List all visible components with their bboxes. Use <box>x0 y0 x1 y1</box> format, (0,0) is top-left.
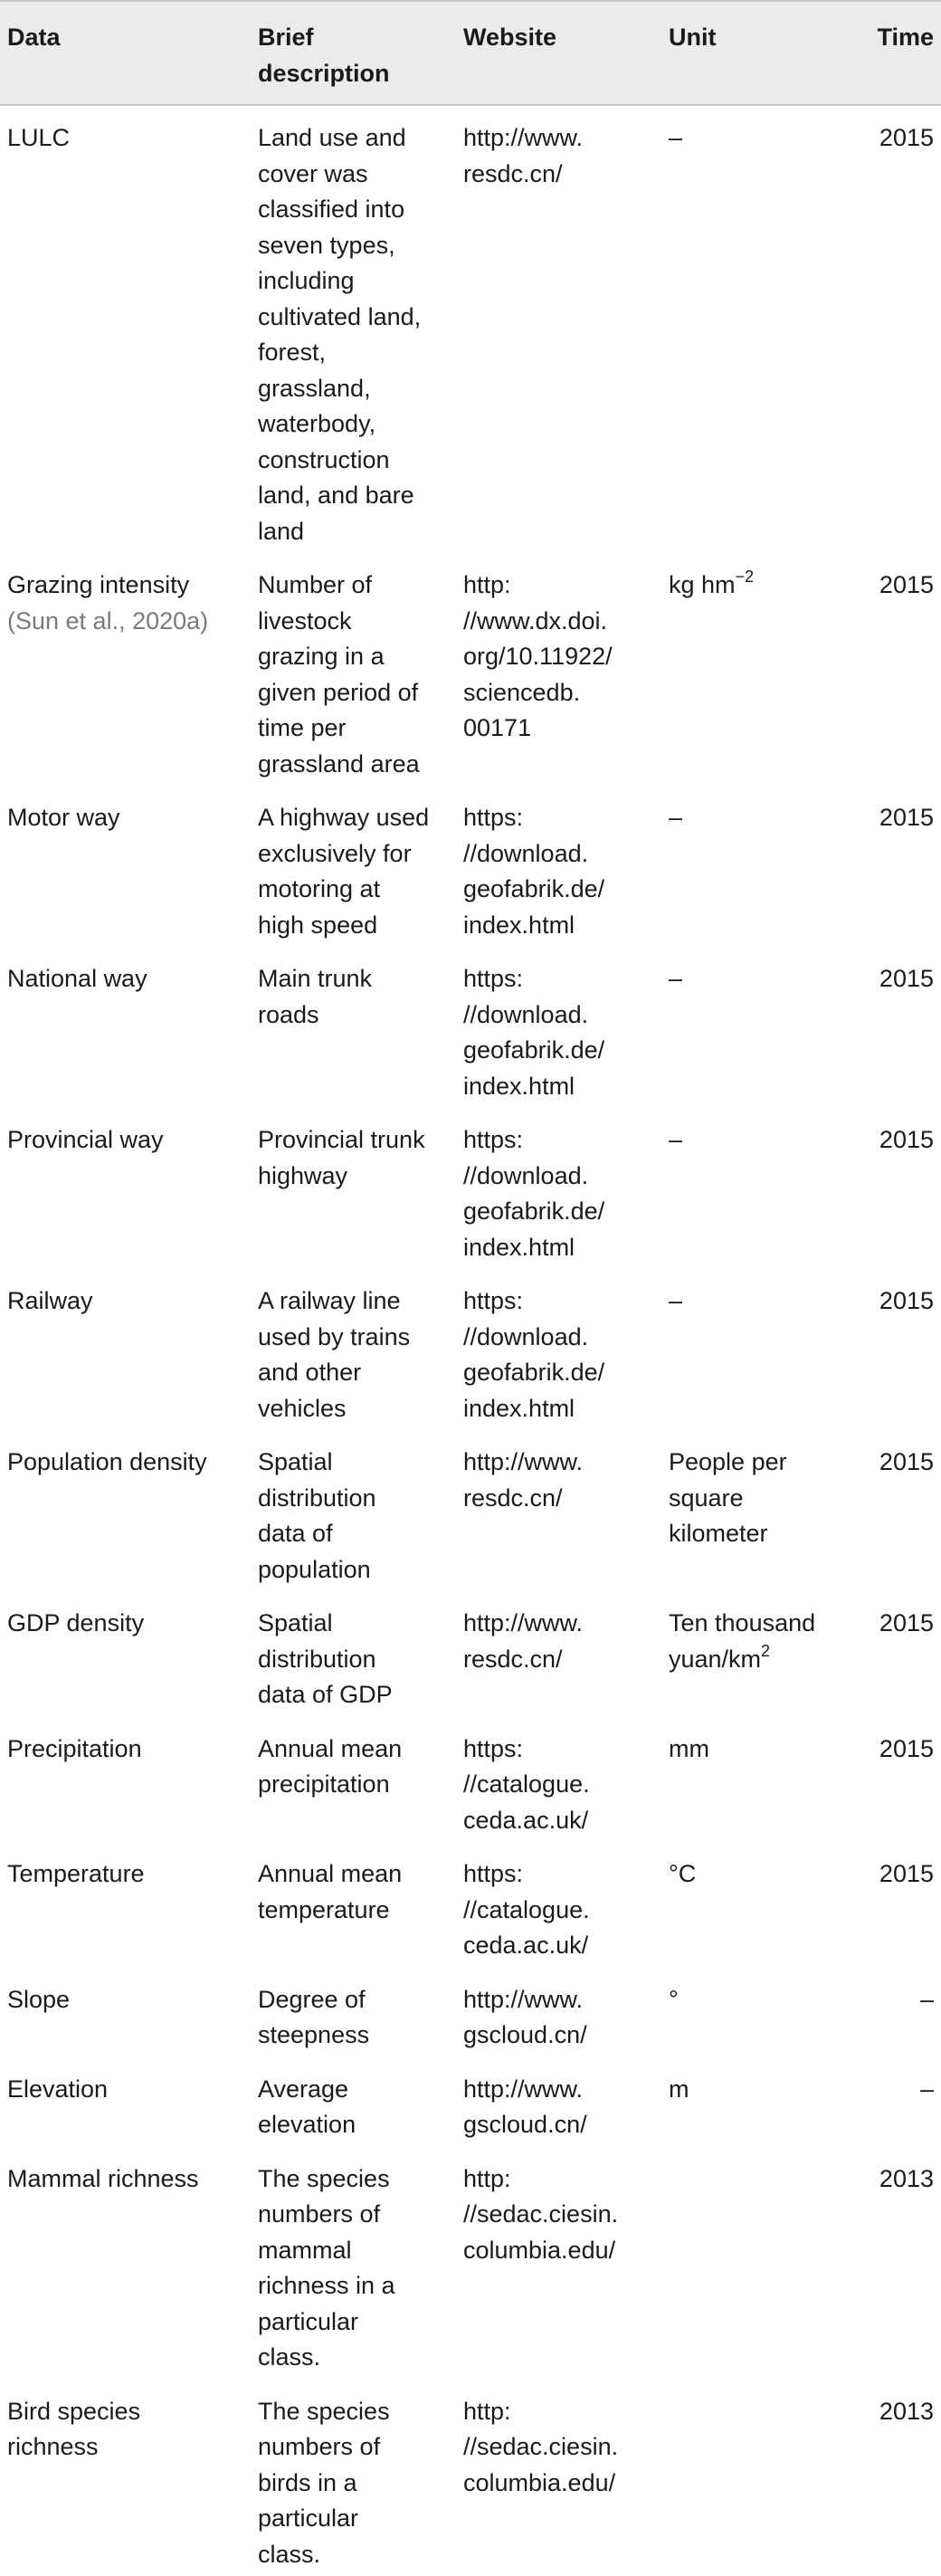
cell-description-line: land, and bare <box>258 482 414 509</box>
cell-website-line: resdc.cn/ <box>463 160 563 187</box>
cell-time: 2013 <box>872 2380 941 2576</box>
cell-description-line: vehicles <box>258 1395 347 1422</box>
cell-description-line: data of <box>258 1520 333 1547</box>
cell-data <box>0 1717 258 1843</box>
cell-unit <box>669 2057 872 2147</box>
table-row <box>0 1269 941 1430</box>
cell-description-line: given period of <box>258 679 418 706</box>
cell-description-line: high speed <box>258 911 377 939</box>
data-name-text: Motor way <box>7 804 120 831</box>
cell-description-line: land <box>258 518 304 545</box>
cell-unit <box>669 553 872 786</box>
table-row <box>0 1842 941 1968</box>
table-row <box>0 947 941 1108</box>
cell-website <box>463 553 669 786</box>
cell-website-line: http://www. <box>463 124 583 151</box>
cell-description <box>258 1717 463 1843</box>
cell-website-line: gscloud.cn/ <box>463 2111 587 2138</box>
cell-unit <box>669 1430 872 1591</box>
cell-description-line: time per <box>258 714 347 741</box>
cell-time: 2013 <box>872 2147 941 2380</box>
cell-website-line: ceda.ac.uk/ <box>463 1932 588 1959</box>
table-row <box>0 1430 941 1591</box>
cell-description-line: livestock <box>258 607 352 634</box>
cell-description-line: Degree of <box>258 1986 366 2013</box>
cell-description-line: cultivated land, <box>258 303 421 330</box>
cell-website <box>463 786 669 947</box>
cell-time: 2015 <box>872 553 941 786</box>
cell-unit-line: mm <box>669 1735 709 1762</box>
cell-description-line: construction <box>258 446 390 473</box>
cell-description-line: including <box>258 267 355 294</box>
data-name-text: Bird species <box>7 2398 140 2425</box>
cell-website-line: https: <box>463 1860 523 1887</box>
cell-description <box>258 947 463 1108</box>
cell-website-line: index.html <box>463 911 575 939</box>
cell-description-line: population <box>258 1556 371 1583</box>
cell-website <box>463 1968 669 2057</box>
cell-description-line: distribution <box>258 1646 376 1673</box>
cell-website-line: http: <box>463 2165 511 2192</box>
cell-website-line: http: <box>463 2398 511 2425</box>
cell-website <box>463 1430 669 1591</box>
data-name-text: Mammal richness <box>7 2165 199 2192</box>
header-brief-line1: Brief <box>258 24 314 51</box>
cell-unit <box>669 2380 872 2576</box>
cell-time: 2015 <box>872 1591 941 1717</box>
citation-link[interactable]: (Sun et al., 2020a) <box>7 607 208 634</box>
cell-unit <box>669 947 872 1108</box>
cell-time: 2015 <box>872 105 941 553</box>
cell-description-line: Annual mean <box>258 1860 402 1887</box>
cell-unit <box>669 1269 872 1430</box>
cell-description-line: exclusively for <box>258 840 412 867</box>
cell-website-line: //catalogue. <box>463 1770 590 1798</box>
cell-description-line: grassland, <box>258 375 371 402</box>
cell-unit-superscript: −2 <box>736 568 755 586</box>
cell-website <box>463 947 669 1108</box>
cell-website-line: http://www. <box>463 2075 583 2103</box>
cell-unit <box>669 1717 872 1843</box>
cell-data <box>0 786 258 947</box>
cell-description-line: particular <box>258 2504 358 2532</box>
table-row <box>0 1591 941 1717</box>
cell-description-line: richness in a <box>258 2272 395 2299</box>
cell-website-line: https: <box>463 1287 523 1314</box>
cell-time: 2015 <box>872 1108 941 1269</box>
cell-time: 2015 <box>872 1717 941 1843</box>
cell-description <box>258 1968 463 2057</box>
cell-unit-line: – <box>669 804 682 831</box>
cell-description-line: seven types, <box>258 232 395 259</box>
cell-website <box>463 1108 669 1269</box>
cell-unit-line: – <box>669 965 682 992</box>
cell-website-line: https: <box>463 804 523 831</box>
cell-description-line: A railway line <box>258 1287 401 1314</box>
cell-unit <box>669 1591 872 1717</box>
cell-description-line: Provincial trunk <box>258 1126 425 1153</box>
cell-website <box>463 105 669 553</box>
header-brief-line2: description <box>258 60 390 87</box>
cell-description-line: The species <box>258 2165 390 2192</box>
cell-description-line: The species <box>258 2398 390 2425</box>
cell-description-line: class. <box>258 2541 320 2568</box>
cell-website <box>463 1842 669 1968</box>
cell-unit-line: m <box>669 2075 689 2103</box>
cell-description-line: forest, <box>258 339 326 366</box>
cell-website-line: geofabrik.de/ <box>463 1359 604 1386</box>
cell-data <box>0 947 258 1108</box>
data-name-text: Grazing intensity <box>7 571 189 598</box>
table-row <box>0 1717 941 1843</box>
cell-website <box>463 2380 669 2576</box>
cell-website-line: //download. <box>463 840 588 867</box>
header-unit: Unit <box>669 1 872 105</box>
cell-website-line: https: <box>463 965 523 992</box>
cell-website-line: //www.dx.doi. <box>463 607 607 634</box>
cell-time: 2015 <box>872 1842 941 1968</box>
cell-description-line: Number of <box>258 571 372 598</box>
table-row <box>0 2057 941 2147</box>
cell-description-line: Spatial <box>258 1609 333 1636</box>
table-header <box>0 1 941 105</box>
cell-description-line: elevation <box>258 2111 356 2138</box>
cell-website-line: columbia.edu/ <box>463 2469 615 2496</box>
cell-unit-line: ° <box>669 1986 679 2013</box>
cell-description <box>258 2147 463 2380</box>
cell-description-line: temperature <box>258 1896 390 1923</box>
data-name-text: Population density <box>7 1448 207 1475</box>
cell-description-line: numbers of <box>258 2200 380 2228</box>
cell-data <box>0 553 258 786</box>
cell-website-line: //download. <box>463 1323 588 1350</box>
cell-website-line: org/10.11922/ <box>463 643 613 670</box>
cell-description <box>258 1108 463 1269</box>
table-row <box>0 2147 941 2380</box>
cell-website-line: index.html <box>463 1395 575 1422</box>
cell-time: 2015 <box>872 1269 941 1430</box>
cell-website-line: ceda.ac.uk/ <box>463 1807 588 1834</box>
cell-unit-line: Ten thousand <box>669 1609 815 1636</box>
cell-description-line: birds in a <box>258 2469 357 2496</box>
cell-website-line: resdc.cn/ <box>463 1646 563 1673</box>
cell-website-line: 00171 <box>463 714 531 741</box>
table-row <box>0 1968 941 2057</box>
cell-unit-line: kilometer <box>669 1520 768 1547</box>
table-body <box>0 105 941 2576</box>
cell-data <box>0 1842 258 1968</box>
cell-website <box>463 1591 669 1717</box>
data-name-text: LULC <box>7 124 70 151</box>
table-row <box>0 105 941 553</box>
data-name-text: GDP density <box>7 1609 144 1636</box>
cell-time: 2015 <box>872 1430 941 1591</box>
data-name-text: National way <box>7 965 147 992</box>
cell-website-line: http://www. <box>463 1986 583 2013</box>
cell-data <box>0 105 258 553</box>
cell-description <box>258 786 463 947</box>
cell-website <box>463 1717 669 1843</box>
table-row <box>0 1108 941 1269</box>
cell-website-line: http: <box>463 571 511 598</box>
cell-description <box>258 553 463 786</box>
table-row <box>0 786 941 947</box>
header-time: Time <box>872 1 941 105</box>
cell-website-line: http://www. <box>463 1448 583 1475</box>
cell-description-line: class. <box>258 2343 320 2371</box>
cell-description-line: grazing in a <box>258 643 385 670</box>
cell-unit <box>669 1968 872 2057</box>
cell-website-line: resdc.cn/ <box>463 1484 563 1512</box>
cell-description-line: roads <box>258 1001 319 1028</box>
cell-website <box>463 1269 669 1430</box>
cell-unit-line: People per <box>669 1448 787 1475</box>
cell-unit-line: °C <box>669 1860 696 1887</box>
table-row <box>0 2380 941 2576</box>
cell-website-line: http://www. <box>463 1609 583 1636</box>
cell-description-line: distribution <box>258 1484 376 1512</box>
cell-time: – <box>872 1968 941 2057</box>
cell-description <box>258 1591 463 1717</box>
cell-data <box>0 1269 258 1430</box>
cell-data <box>0 1108 258 1269</box>
cell-website-line: sciencedb. <box>463 679 580 706</box>
cell-description-line: and other <box>258 1359 361 1386</box>
data-name-text: Temperature <box>7 1860 145 1887</box>
cell-description-line: highway <box>258 1162 347 1189</box>
data-name-text: Provincial way <box>7 1126 164 1153</box>
cell-data <box>0 2057 258 2147</box>
cell-description-line: Land use and <box>258 124 406 151</box>
data-name-text: Railway <box>7 1287 93 1314</box>
cell-unit-base: yuan/km <box>669 1646 761 1673</box>
table-row <box>0 553 941 786</box>
cell-description-line: motoring at <box>258 875 380 902</box>
cell-unit-line: square <box>669 1484 744 1512</box>
cell-website-line: //sedac.ciesin. <box>463 2200 618 2228</box>
data-name-text: Slope <box>7 1986 70 2013</box>
cell-data <box>0 2380 258 2576</box>
cell-unit-base: kg hm <box>669 571 736 598</box>
cell-website <box>463 2057 669 2147</box>
header-row <box>0 1 941 105</box>
cell-description-line: grassland area <box>258 750 420 778</box>
cell-description <box>258 1269 463 1430</box>
cell-unit <box>669 2147 872 2380</box>
cell-description <box>258 1842 463 1968</box>
cell-description <box>258 2057 463 2147</box>
cell-description-line: precipitation <box>258 1770 390 1798</box>
cell-description <box>258 105 463 553</box>
cell-description-line: Main trunk <box>258 965 372 992</box>
header-data: Data <box>0 1 258 105</box>
cell-description-line: Annual mean <box>258 1735 402 1762</box>
cell-data <box>0 1591 258 1717</box>
cell-website <box>463 2147 669 2380</box>
cell-description-line: Spatial <box>258 1448 333 1475</box>
cell-website-line: https: <box>463 1126 523 1153</box>
cell-unit <box>669 1842 872 1968</box>
cell-website-line: geofabrik.de/ <box>463 875 604 902</box>
cell-description-line: A highway used <box>258 804 429 831</box>
header-brief-description <box>258 1 463 105</box>
cell-description <box>258 2380 463 2576</box>
cell-description-line: data of GDP <box>258 1681 393 1708</box>
cell-website-line: //download. <box>463 1162 588 1189</box>
data-name-text: Precipitation <box>7 1735 142 1762</box>
cell-description-line: steepness <box>258 2021 369 2048</box>
cell-unit-line: – <box>669 1126 682 1153</box>
cell-website-line: //catalogue. <box>463 1896 590 1923</box>
cell-website-line: https: <box>463 1735 523 1762</box>
cell-description-line: numbers of <box>258 2433 380 2460</box>
cell-time: 2015 <box>872 947 941 1108</box>
header-website: Website <box>463 1 669 105</box>
cell-data <box>0 1968 258 2057</box>
cell-unit-line: – <box>669 124 682 151</box>
cell-website-line: index.html <box>463 1073 575 1100</box>
cell-description-line: Average <box>258 2075 348 2103</box>
cell-time: – <box>872 2057 941 2147</box>
cell-description-line: particular <box>258 2308 358 2335</box>
cell-website-line: gscloud.cn/ <box>463 2021 587 2048</box>
cell-unit <box>669 786 872 947</box>
cell-website-line: index.html <box>463 1234 575 1261</box>
cell-website-line: geofabrik.de/ <box>463 1197 604 1225</box>
cell-description-line: classified into <box>258 196 404 223</box>
cell-unit <box>669 105 872 553</box>
cell-unit <box>669 1108 872 1269</box>
cell-website-line: columbia.edu/ <box>463 2237 615 2264</box>
cell-website-line: //sedac.ciesin. <box>463 2433 618 2460</box>
cell-description-line: mammal <box>258 2237 352 2264</box>
cell-website-line: //download. <box>463 1001 588 1028</box>
cell-unit-superscript: 2 <box>761 1642 770 1660</box>
cell-website-line: geofabrik.de/ <box>463 1036 604 1064</box>
cell-description-line: cover was <box>258 160 368 187</box>
data-name-text-line2: richness <box>7 2433 99 2460</box>
data-name-text: Elevation <box>7 2075 108 2103</box>
cell-data <box>0 2147 258 2380</box>
cell-time: 2015 <box>872 786 941 947</box>
cell-description <box>258 1430 463 1591</box>
cell-data <box>0 1430 258 1591</box>
cell-description-line: used by trains <box>258 1323 410 1350</box>
cell-unit-line: – <box>669 1287 682 1314</box>
cell-description-line: waterbody, <box>258 410 375 437</box>
